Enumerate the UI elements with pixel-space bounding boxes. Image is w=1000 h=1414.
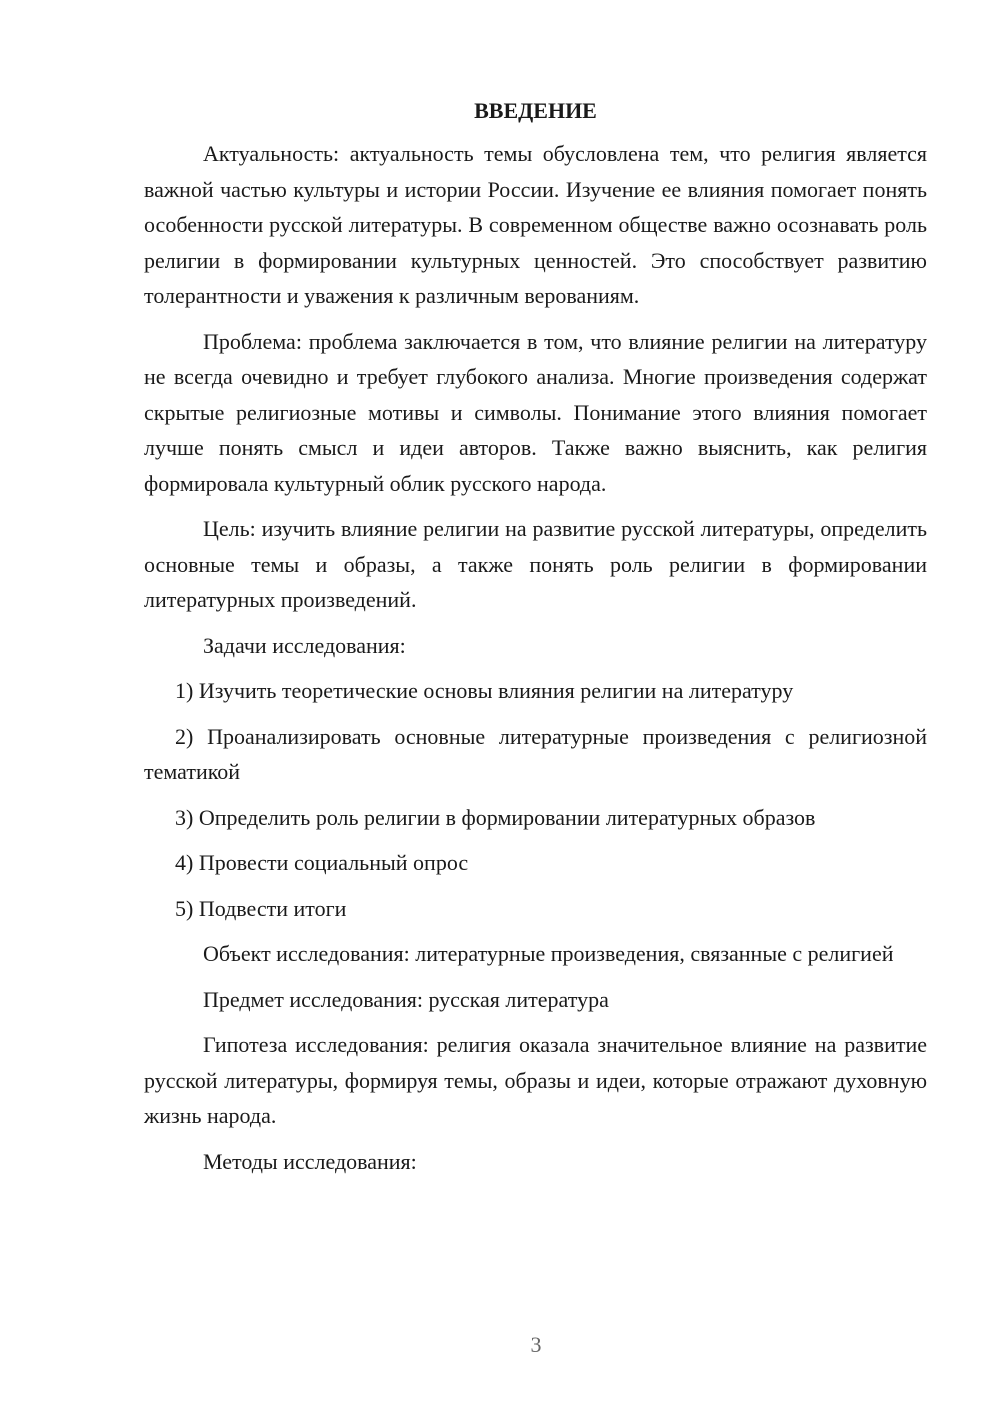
goal-paragraph: Цель: изучить влияние религии на развитие русской литературы, определить основные темы и образы, а также понять роль религии в формировании литературных произведений. (144, 516, 927, 612)
methods-title: Методы исследования: (203, 1148, 417, 1174)
relevance-paragraph: Актуальность: актуальность темы обусловлена тем, что религия является важной частью культуры и истории России. Изучение ее влияния помогает понять особенности русской литературы. В современном обществе важно осознавать роль религии в формировании культурных ценностей. Это способствует развитию толерантности и уважения к различным верованиям. (144, 141, 927, 308)
problem-paragraph: Проблема: проблема заключается в том, что влияние религии на литературу не всегда очевидно и требует глубокого анализа. Многие произведения содержат скрытые религиозные мотивы и символы. Понимание этого влияния помогает лучше понять смысл и идеи авторов. Также важно выяснить, как религия формировала культурный облик русского народа. (144, 328, 927, 496)
page-body (144, 93, 927, 1189)
tasks-title: Задачи исследования: (203, 632, 406, 658)
hypothesis-paragraph: Гипотеза исследования: религия оказала значительное влияние на развитие русской литературы, формируя темы, образы и идеи, которые отражают духовную жизнь народа. (144, 1032, 927, 1128)
task-item-3: 3) Определить роль религии в формировании литературных образов (175, 804, 816, 830)
task-item-4: 4) Провести социальный опрос (175, 850, 469, 875)
task-item-1: 1) Изучить теоретические основы влияния религии на литературу (175, 678, 794, 703)
task-item-2: 2) Проанализировать основные литературные произведения с религиозной тематикой (144, 723, 927, 784)
page-number: 3 (530, 1332, 542, 1357)
section-heading: ВВЕДЕНИЕ (474, 98, 597, 123)
object-paragraph: Объект исследования: литературные произведения, связанные с религией (203, 941, 894, 966)
subject-paragraph: Предмет исследования: русская литература (203, 986, 609, 1012)
task-item-5: 5) Подвести итоги (175, 895, 347, 921)
